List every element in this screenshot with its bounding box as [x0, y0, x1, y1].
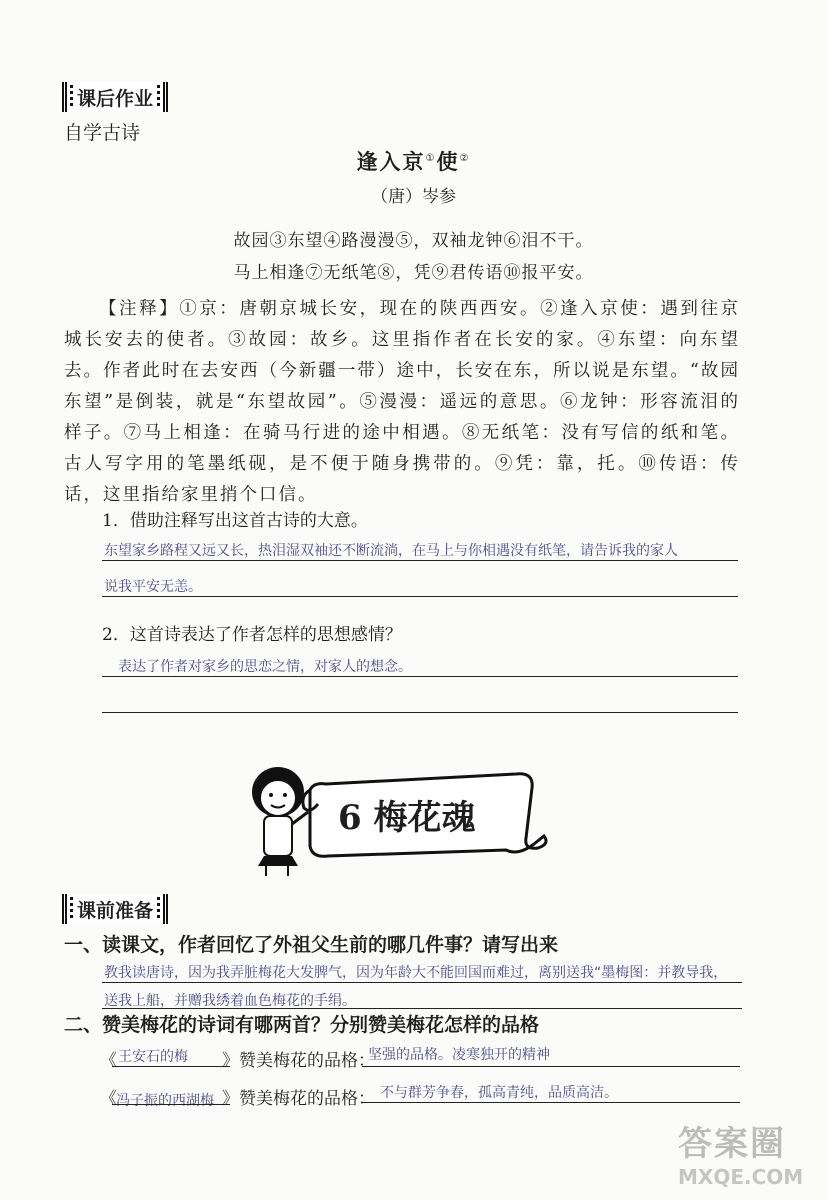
answer-line — [112, 1104, 230, 1105]
prep-row-1-answer: 坚强的品格。凌寒独开的精神 — [368, 1047, 550, 1063]
prep-row-1-open: 《 — [100, 1051, 117, 1071]
girl-illustration — [252, 767, 308, 876]
prep-row-1-label: 》赞美梅花的品格： — [222, 1051, 375, 1071]
watermark-text-1: 答案圈 — [678, 1124, 786, 1164]
homework-subhead: 自学古诗 — [64, 122, 141, 144]
homework-question-1: 1．借助注释写出这首古诗的大意。 — [102, 511, 368, 531]
poem-title-mark1: ① — [425, 153, 437, 164]
answer-line — [102, 560, 738, 561]
prep-tag-text: 课前准备 — [77, 899, 154, 922]
poem-line-2: 马上相逢⑦无纸笔⑧，凭⑨君传语⑩报平安。 — [233, 263, 594, 283]
poem-line-1: 故园③东望④路漫漫⑤，双袖龙钟⑥泪不干。 — [233, 231, 594, 251]
prep-row-2-open: 《 — [100, 1089, 117, 1109]
answer-line — [362, 1102, 740, 1103]
poem-author: （唐）岑参 — [371, 187, 456, 207]
watermark-text-2: MXQE.COM — [678, 1165, 804, 1189]
poem-title-tail: 使 — [436, 149, 460, 174]
answer-line — [102, 712, 738, 713]
homework-answer-2: 表达了作者对家乡的思恋之情，对家人的想念。 — [118, 659, 412, 675]
homework-section-tag — [62, 82, 168, 112]
answer-line — [112, 1066, 230, 1067]
answer-line — [102, 982, 742, 983]
prep-row-2-label: 》赞美梅花的品格： — [222, 1089, 375, 1109]
poem-title — [0, 146, 827, 176]
prep-question-2: 二、赞美梅花的诗词有哪两首？分别赞美梅花怎样的品格 — [64, 1014, 540, 1036]
poem-title-main: 逢入京 — [356, 149, 426, 174]
answer-line — [102, 1008, 742, 1009]
prep-row-1-poem: 王安石的梅 — [118, 1049, 188, 1065]
prep-answer-1-line-1: 教我读唐诗，因为我弄脏梅花大发脾气，因为年龄大不能回国而难过，离别送我“墨梅图：并教导我， — [104, 965, 728, 981]
lesson-number: 6 — [338, 798, 362, 838]
watermark-logo — [678, 1116, 818, 1196]
prep-row-2-poem: 冯子振的西湖梅 — [116, 1093, 214, 1109]
lesson-name: 梅花魂 — [373, 798, 476, 838]
prep-answer-1-line-2: 送我上船，并赠我绣着血色梅花的手绢。 — [104, 993, 356, 1009]
homework-question-2: 2．这首诗表达了作者怎样的思想感情？ — [102, 625, 402, 645]
homework-answer-1-line-1: 东望家乡路程又远又长，热泪湿双袖还不断流淌，在马上与你相遇没有纸笔，请告诉我的家人 — [104, 543, 678, 559]
prep-section-tag — [62, 894, 168, 924]
answer-line — [102, 676, 738, 677]
answer-line — [102, 596, 738, 597]
prep-question-1: 一、读课文，作者回忆了外祖父生前的哪几件事？请写出来 — [64, 934, 559, 956]
lesson-title — [338, 790, 476, 839]
poem-title-mark2: ② — [459, 153, 471, 164]
homework-answer-1-line-2: 说我平安无恙。 — [104, 579, 202, 595]
prep-row-2-answer: 不与群芳争春，孤高青纯，品质高洁。 — [380, 1085, 618, 1101]
answer-line — [362, 1066, 740, 1067]
homework-tag-text: 课后作业 — [77, 87, 154, 110]
poem-notes: 【注释】①京：唐朝京城长安，现在的陕西西安。②逢入京使：遇到往京城长安去的使者。③故园：故乡。这里指作者在长安的家。④东望：向东望去。作者此时在去安西（今新疆一带）途中，长安在东，所以说是东望。“故园东望”是倒装，就是“东望故园”。⑤漫漫：遥远的意思。⑥龙钟：形容流泪的样子。⑦马上相逢：在骑马行进的途中相遇。⑧无纸笔：没有写信的纸和笔。古人写字用的笔墨纸砚，是不便于随身携带的。⑨凭：靠，托。⑩传语：传话，这里指给家里捎个口信。 — [64, 299, 740, 505]
